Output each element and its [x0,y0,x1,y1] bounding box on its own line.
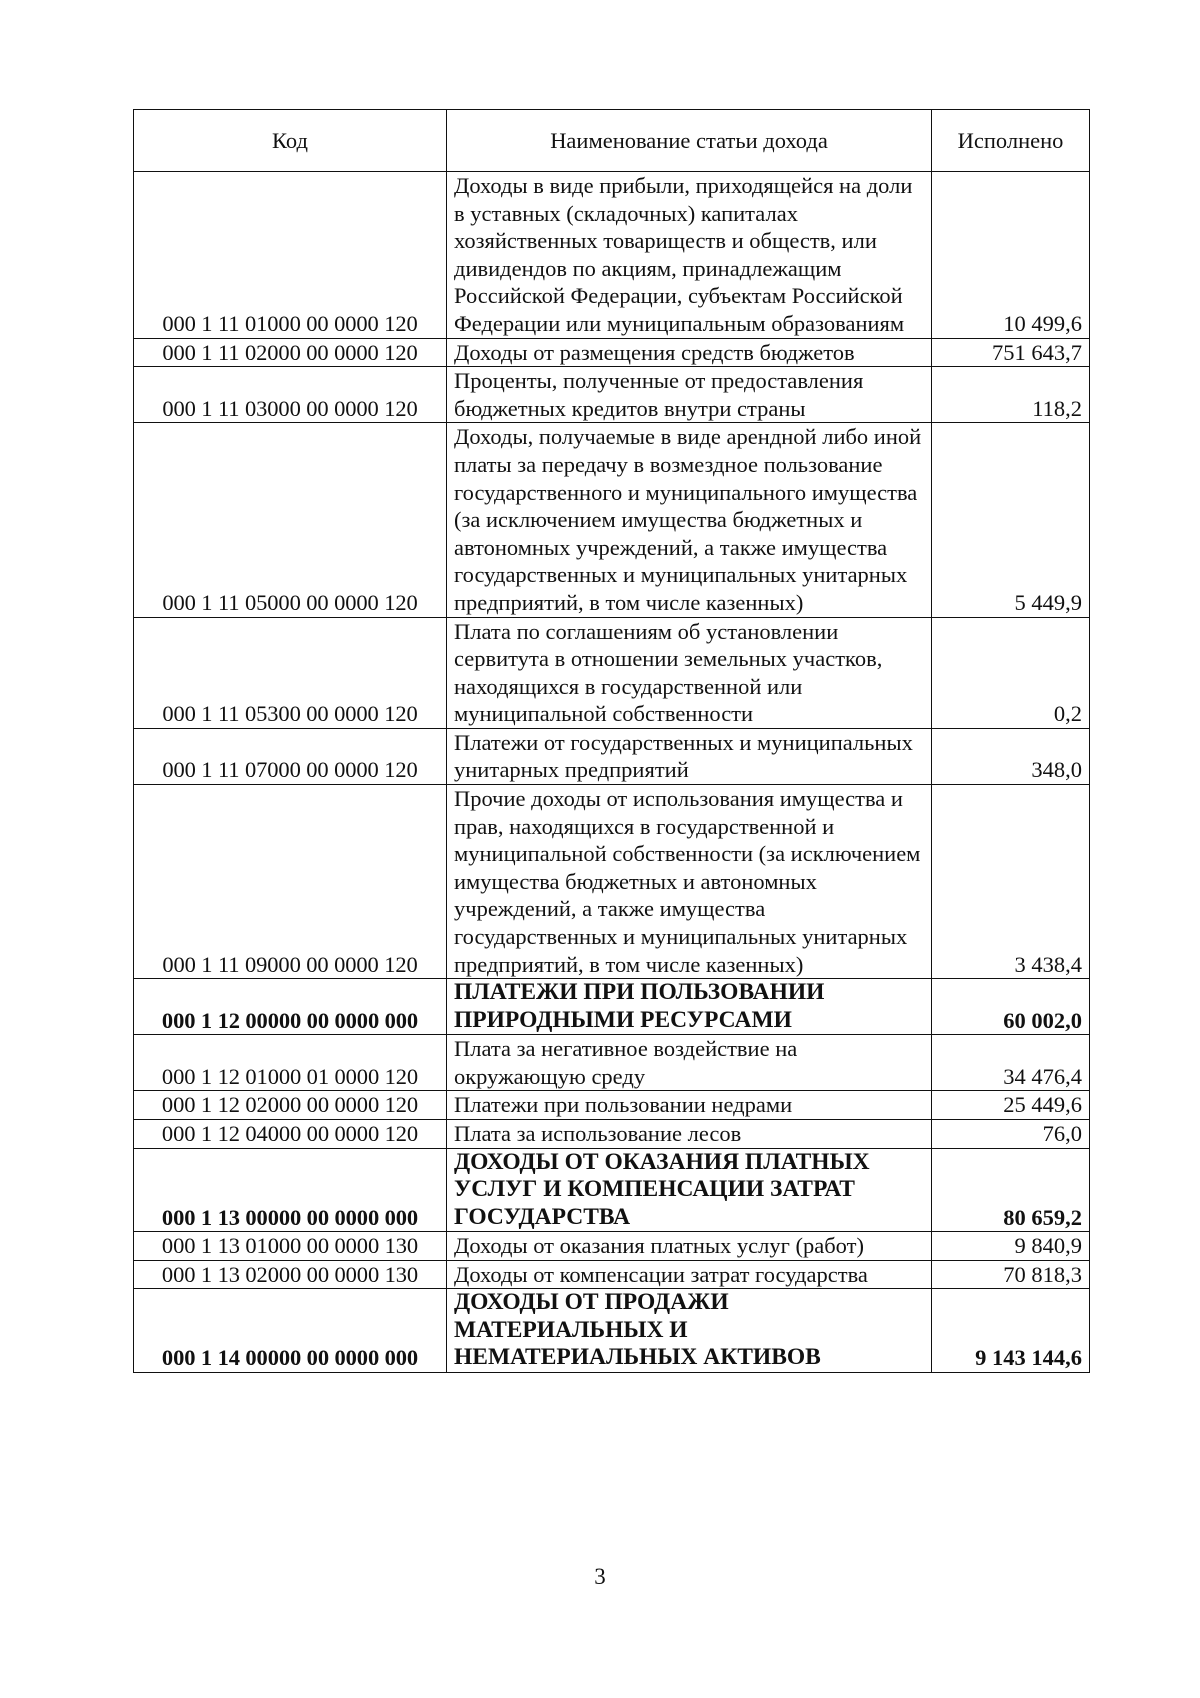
name-cell: Доходы от размещения средств бюджетов [447,338,932,367]
code-cell: 000 1 11 09000 00 0000 120 [134,785,447,979]
table-row-section [134,1289,1090,1373]
code-cell: 000 1 12 01000 01 0000 120 [134,1035,447,1091]
value-cell: 5 449,9 [932,423,1090,617]
table-header [134,110,1090,172]
header-code: Код [134,110,447,172]
revenue-table [133,109,1090,1373]
table-row [134,1260,1090,1289]
value-cell: 70 818,3 [932,1260,1090,1289]
value-cell: 348,0 [932,728,1090,784]
value-cell: 76,0 [932,1120,1090,1149]
code-cell: 000 1 13 02000 00 0000 130 [134,1260,447,1289]
table-body [134,172,1090,1373]
value-cell: 9 143 144,6 [932,1289,1090,1373]
table-row [134,338,1090,367]
table-row-section [134,1148,1090,1232]
code-cell: 000 1 13 01000 00 0000 130 [134,1232,447,1261]
value-cell: 0,2 [932,617,1090,728]
name-cell: Доходы от компенсации затрат государства [447,1260,932,1289]
value-cell: 751 643,7 [932,338,1090,367]
table-row [134,785,1090,979]
code-cell: 000 1 12 02000 00 0000 120 [134,1091,447,1120]
header-row [134,110,1090,172]
name-cell: Плата за негативное воздействие на окружающую среду [447,1035,932,1091]
table-row-section [134,979,1090,1035]
code-cell: 000 1 11 01000 00 0000 120 [134,172,447,339]
value-cell: 34 476,4 [932,1035,1090,1091]
value-cell: 80 659,2 [932,1148,1090,1232]
code-cell: 000 1 11 05300 00 0000 120 [134,617,447,728]
code-cell: 000 1 11 03000 00 0000 120 [134,367,447,423]
name-cell: ДОХОДЫ ОТ ОКАЗАНИЯ ПЛАТНЫХ УСЛУГ И КОМПЕНСАЦИИ ЗАТРАТ ГОСУДАРСТВА [447,1148,932,1232]
value-cell: 3 438,4 [932,785,1090,979]
name-cell: Платежи при пользовании недрами [447,1091,932,1120]
name-cell: Проценты, полученные от предоставления бюджетных кредитов внутри страны [447,367,932,423]
name-cell: Плата за использование лесов [447,1120,932,1149]
name-cell: ДОХОДЫ ОТ ПРОДАЖИ МАТЕРИАЛЬНЫХ И НЕМАТЕРИАЛЬНЫХ АКТИВОВ [447,1289,932,1373]
name-cell: Доходы от оказания платных услуг (работ) [447,1232,932,1261]
table-row [134,1035,1090,1091]
header-name: Наименование статьи дохода [447,110,932,172]
code-cell: 000 1 12 00000 00 0000 000 [134,979,447,1035]
table-row [134,1091,1090,1120]
value-cell: 118,2 [932,367,1090,423]
table-row [134,617,1090,728]
code-cell: 000 1 13 00000 00 0000 000 [134,1148,447,1232]
value-cell: 9 840,9 [932,1232,1090,1261]
table-row [134,1232,1090,1261]
code-cell: 000 1 14 00000 00 0000 000 [134,1289,447,1373]
table-row [134,423,1090,617]
code-cell: 000 1 11 05000 00 0000 120 [134,423,447,617]
name-cell: ПЛАТЕЖИ ПРИ ПОЛЬЗОВАНИИ ПРИРОДНЫМИ РЕСУРСАМИ [447,979,932,1035]
value-cell: 60 002,0 [932,979,1090,1035]
table-row [134,172,1090,339]
name-cell: Доходы, получаемые в виде арендной либо иной платы за передачу в возмездное пользование государственного и муниципального имущества (за исключением имущества бюджетных и автономных учреждений, а также имущества государственных и муниципальных унитарных предприятий, в том числе казенных) [447,423,932,617]
name-cell: Доходы в виде прибыли, приходящейся на доли в уставных (складочных) капиталах хозяйственных товариществ и обществ, или дивидендов по акциям, принадлежащим Российской Федерации, субъектам Российской Федерации или муниципальным образованиям [447,172,932,339]
name-cell: Платежи от государственных и муниципальных унитарных предприятий [447,728,932,784]
table-row [134,728,1090,784]
name-cell: Плата по соглашениям об установлении сервитута в отношении земельных участков, находящихся в государственной или муниципальной собственности [447,617,932,728]
value-cell: 10 499,6 [932,172,1090,339]
page-number: 3 [594,1564,606,1589]
table-row [134,367,1090,423]
code-cell: 000 1 12 04000 00 0000 120 [134,1120,447,1149]
code-cell: 000 1 11 02000 00 0000 120 [134,338,447,367]
code-cell: 000 1 11 07000 00 0000 120 [134,728,447,784]
name-cell: Прочие доходы от использования имущества и прав, находящихся в государственной и муниципальной собственности (за исключением имущества бюджетных и автономных учреждений, а также имущества государственных и муниципальных унитарных предприятий, в том числе казенных) [447,785,932,979]
table-row [134,1120,1090,1149]
header-value: Исполнено [932,110,1090,172]
value-cell: 25 449,6 [932,1091,1090,1120]
